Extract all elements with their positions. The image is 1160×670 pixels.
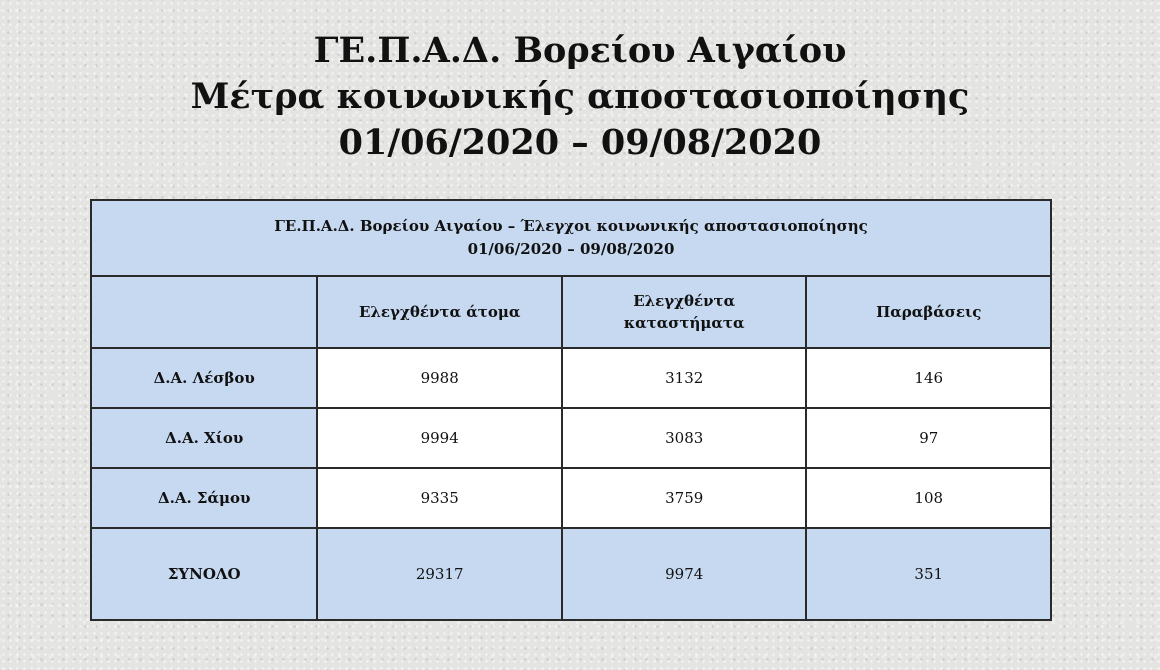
- cell-violations: 108: [806, 468, 1051, 528]
- checks-table: [90, 199, 1052, 621]
- header-persons: Ελεγχθέντα άτομα: [317, 276, 561, 348]
- title-line-3: 01/06/2020 – 09/08/2020: [338, 122, 822, 163]
- table-total-row: [91, 528, 1051, 620]
- header-stores: [562, 276, 807, 348]
- total-label: ΣΥΝΟΛΟ: [91, 528, 317, 620]
- table-caption-line-2: 01/06/2020 – 09/08/2020: [467, 240, 675, 258]
- header-empty: [91, 276, 317, 348]
- cell-persons: 9335: [317, 468, 561, 528]
- table-caption-row: [91, 200, 1051, 276]
- table-caption-line-1: ΓΕ.Π.Α.Δ. Βορείου Αιγαίου – Έλεγχοι κοινωνικής αποστασιοποίησης: [274, 217, 868, 235]
- table-row: [91, 408, 1051, 468]
- table-row: [91, 468, 1051, 528]
- page-title: [0, 28, 1160, 166]
- table-caption: [91, 200, 1051, 276]
- row-label: Δ.Α. Χίου: [91, 408, 317, 468]
- cell-violations: 146: [806, 348, 1051, 408]
- header-stores-line-1: Ελεγχθέντα: [633, 292, 736, 310]
- cell-stores: 3083: [562, 408, 807, 468]
- title-line-2: Μέτρα κοινωνικής αποστασιοποίησης: [190, 76, 970, 117]
- total-violations: 351: [806, 528, 1051, 620]
- cell-stores: 3759: [562, 468, 807, 528]
- title-line-1: ΓΕ.Π.Α.Δ. Βορείου Αιγαίου: [313, 30, 847, 71]
- cell-stores: 3132: [562, 348, 807, 408]
- table-header-row: [91, 276, 1051, 348]
- header-stores-line-2: καταστήματα: [623, 314, 745, 332]
- total-persons: 29317: [317, 528, 561, 620]
- cell-violations: 97: [806, 408, 1051, 468]
- cell-persons: 9988: [317, 348, 561, 408]
- header-violations: Παραβάσεις: [806, 276, 1051, 348]
- table-row: [91, 348, 1051, 408]
- total-stores: 9974: [562, 528, 807, 620]
- cell-persons: 9994: [317, 408, 561, 468]
- row-label: Δ.Α. Λέσβου: [91, 348, 317, 408]
- row-label: Δ.Α. Σάμου: [91, 468, 317, 528]
